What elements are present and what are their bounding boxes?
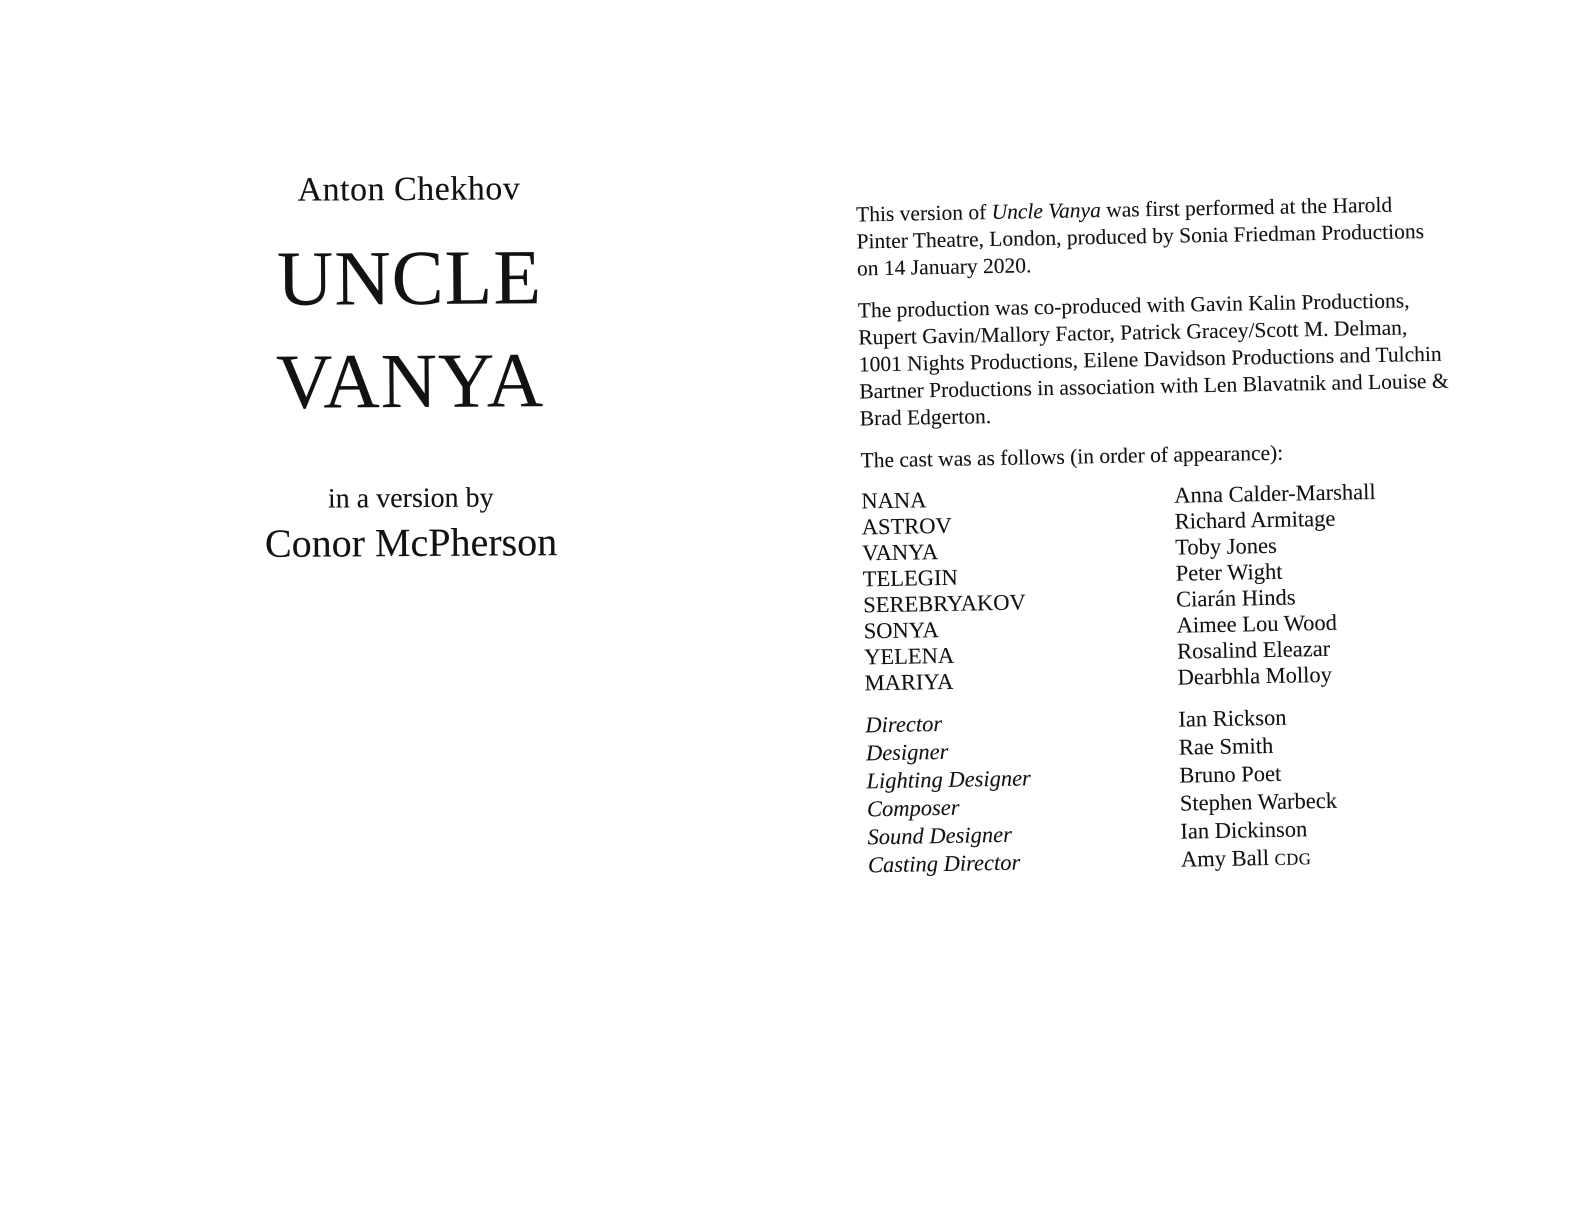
creative-name (1178, 705, 1287, 735)
cast-actor: Peter Wight (1175, 558, 1283, 586)
creative-name-text: Amy Ball (1180, 844, 1275, 872)
creative-name-suffix: CDG (1274, 849, 1312, 869)
book-title (169, 225, 650, 434)
title-page (169, 169, 651, 568)
cast-role: TELEGIN (862, 564, 958, 592)
creative-name (1180, 816, 1307, 846)
creative-team-list (865, 702, 1460, 881)
cast-role: MARIYA (864, 668, 954, 696)
creative-role: Composer (866, 794, 960, 822)
premiere-text-suffix: was first performed at the Harold Pinter Theatre, London, produced by Sonia Friedman Productions on 14 January 2020. (856, 192, 1425, 281)
cast-actor: Rosalind Eleazar (1176, 635, 1331, 664)
cast-role: VANYA (862, 539, 939, 566)
cast-actor: Toby Jones (1174, 532, 1277, 560)
cast-role: ASTROV (861, 512, 953, 540)
creative-name (1181, 844, 1312, 874)
version-by-line: in a version by (327, 482, 494, 515)
cast-actor: Dearbhla Molloy (1177, 661, 1333, 690)
premiere-title-italic: Uncle Vanya (991, 197, 1102, 224)
adapter-name: Conor McPherson (264, 518, 558, 566)
creative-name (1180, 788, 1338, 819)
creative-name (1179, 761, 1281, 791)
cast-role: SEREBRYAKOV (862, 589, 1026, 618)
cast-list (861, 478, 1457, 697)
premiere-paragraph (856, 191, 1449, 283)
creative-name-text: Rae Smith (1178, 732, 1274, 760)
cast-role: YELENA (863, 642, 955, 670)
creative-role: Director (865, 710, 943, 738)
premiere-text-prefix: This version of (855, 199, 992, 227)
cast-actor: Ciarán Hinds (1175, 584, 1296, 612)
cast-role: SONYA (863, 617, 939, 644)
book-title-line-2: VANYA (275, 335, 545, 425)
creative-name-text: Stephen Warbeck (1179, 787, 1338, 816)
cast-actor: Richard Armitage (1174, 505, 1336, 534)
creative-role: Designer (865, 738, 949, 766)
creative-name-text: Ian Rickson (1178, 704, 1287, 732)
creative-role: Casting Director (867, 849, 1021, 878)
cast-actor: Anna Calder-Marshall (1174, 479, 1376, 508)
credits-page (856, 191, 1460, 881)
book-title-line-1: UNCLE (276, 232, 543, 322)
coproduction-paragraph: The production was co-produced with Gavin Kalin Productions, Rupert Gavin/Mallory Factor, Patrick Gracey/Scott M. Delman, 1001 Nights Productions, Eilene Davidson Productions and Tulchin Bartner Productions in association with Len Blavatnik and Louise & Brad Edgerton. (857, 288, 1449, 431)
author-name: Anton Chekhov (297, 170, 521, 209)
creative-name (1179, 733, 1274, 763)
cast-actor: Aimee Lou Wood (1176, 609, 1338, 638)
cast-intro-line: The cast was as follows (in order of appearance): (860, 440, 1284, 473)
creative-role: Lighting Designer (866, 765, 1032, 794)
creative-name-text: Ian Dickinson (1180, 816, 1308, 844)
creative-role: Sound Designer (867, 821, 1013, 850)
creative-name-text: Bruno Poet (1179, 760, 1282, 788)
cast-role: NANA (861, 487, 927, 514)
